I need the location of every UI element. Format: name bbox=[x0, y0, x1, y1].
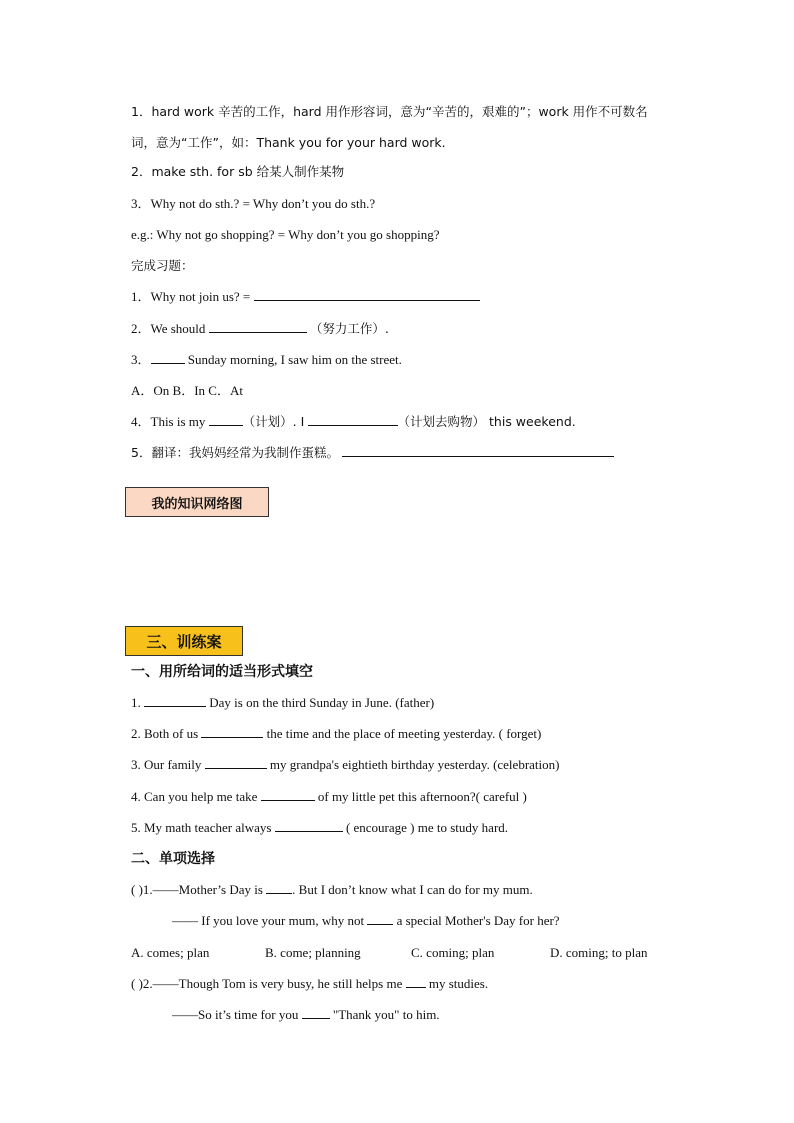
answer-blank[interactable] bbox=[302, 1006, 330, 1019]
answer-blank[interactable] bbox=[275, 819, 343, 832]
training-section-label: 三、训练案 bbox=[125, 626, 243, 656]
option-b[interactable]: B. come; planning bbox=[265, 945, 361, 960]
choice-question-1-reply: —— If you love your mum, why not a special Mother's Day for her? bbox=[172, 913, 560, 928]
exercise-2: 2．We should （努力工作）. bbox=[131, 321, 389, 336]
answer-blank[interactable] bbox=[201, 725, 263, 738]
note-example: e.g.: Why not go shopping? = Why don’t you go shopping? bbox=[131, 227, 440, 242]
fill-question-3: 3. Our family my grandpa's eightieth birthday yesterday. (celebration) bbox=[131, 757, 560, 772]
fill-question-2: 2. Both of us the time and the place of meeting yesterday. ( forget) bbox=[131, 726, 542, 741]
answer-blank[interactable] bbox=[209, 413, 243, 426]
answer-blank[interactable] bbox=[209, 320, 307, 333]
answer-blank[interactable] bbox=[308, 413, 398, 426]
answer-blank[interactable] bbox=[266, 881, 292, 894]
fill-question-4: 4. Can you help me take of my little pet this afternoon?( careful ) bbox=[131, 789, 527, 804]
answer-blank[interactable] bbox=[406, 975, 426, 988]
option-c[interactable]: C. coming; plan bbox=[411, 945, 495, 960]
fill-question-1: 1. Day is on the third Sunday in June. (father) bbox=[131, 695, 435, 710]
answer-blank[interactable] bbox=[342, 444, 614, 457]
section-1-title: 一、用所给词的适当形式填空 bbox=[131, 664, 313, 680]
note-1: 1．hard work 辛苦的工作，hard 用作形容词，意为“辛苦的，艰难的”；work 用作不可数名词，意为“工作”，如：Thank you for your hard work. bbox=[131, 104, 648, 150]
choice-question-2-reply: ——So it’s time for you "Thank you" to him. bbox=[172, 1007, 440, 1022]
choice-question-2: ( )2.——Though Tom is very busy, he still helps me my studies. bbox=[131, 976, 489, 991]
note-3: 3．Why not do sth.? = Why don’t you do sth.? bbox=[131, 196, 376, 211]
option-a[interactable]: A. comes; plan bbox=[131, 945, 210, 960]
answer-blank[interactable] bbox=[254, 288, 480, 301]
note-2: 2．make sth. for sb 给某人制作某物 bbox=[131, 164, 345, 179]
option-d[interactable]: D. coming; to plan bbox=[550, 945, 648, 960]
choice-question-1-options bbox=[131, 944, 648, 962]
exercise-title: 完成习题： bbox=[131, 258, 194, 273]
exercise-3: 3． Sunday morning, I saw him on the street. bbox=[131, 352, 402, 367]
exercise-3-options: A．On B．In C．At bbox=[131, 383, 243, 398]
exercise-4: 4．This is my （计划）. I （计划去购物） this weekend. bbox=[131, 414, 576, 429]
fill-question-5: 5. My math teacher always ( encourage ) me to study hard. bbox=[131, 820, 509, 835]
exercise-5: 5．翻译：我妈妈经常为我制作蛋糕。 bbox=[131, 444, 614, 462]
answer-blank[interactable] bbox=[144, 694, 206, 707]
exercise-1: 1．Why not join us? = bbox=[131, 288, 480, 306]
section-2-title: 二、单项选择 bbox=[131, 851, 215, 867]
answer-blank[interactable] bbox=[367, 912, 393, 925]
answer-blank[interactable] bbox=[151, 351, 185, 364]
choice-question-1: ( )1.——Mother’s Day is . But I don’t know what I can do for my mum. bbox=[131, 882, 533, 897]
answer-blank[interactable] bbox=[261, 788, 315, 801]
answer-blank[interactable] bbox=[205, 756, 267, 769]
knowledge-map-label: 我的知识网络图 bbox=[125, 487, 269, 517]
